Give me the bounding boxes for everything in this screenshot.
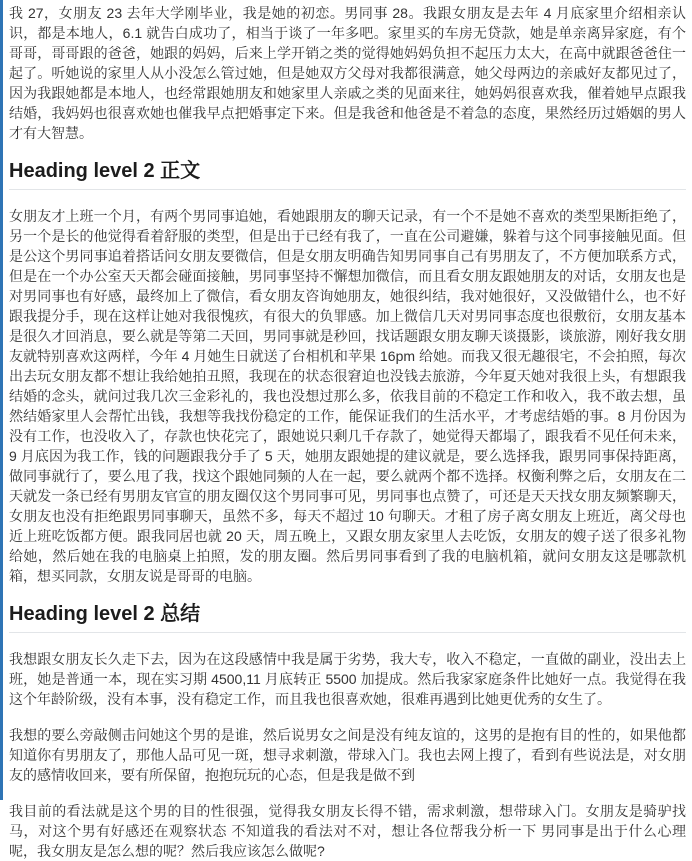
section-heading-summary: Heading level 2 总结 <box>9 602 686 633</box>
body-paragraph: 女朋友才上班一个月，有两个男同事追她，看她跟朋友的聊天记录，有一个不是她不喜欢的类型果断拒绝了，另一个是长的他觉得看着舒服的类型，但是出于已经有我了，一直在公司避嫌，躲着与这个同事接触见面。但是公这个男同事追着搭话问女朋友要微信，但是女朋友明确告知男同事自己有男朋友了，不方便加联系方式，但是在一个办公室天天都会碰面接触，男同事坚持不懈想加微信，而且看女朋友跟她朋友的对话，女朋友也是对男同事也有好感，最终加上了微信，看女朋友咨询她朋友，她很纠结，我对她很好，又没做错什么，也不好跟我提分手，现在这样让她对我很愧疚，有很大的负罪感。加上微信几天对男同事态度也很敷衍，女朋友基本是很久才回消息，要么就是等第二天回，男同事就是秒回，找话题跟女朋友聊天谈摄影，谈旅游，刚好我女朋友就特别喜欢这两样，今年 4 月她生日就送了台相机和苹果 16pm 给她。而我又很无趣很宅，不会拍照，每次出去玩女朋友都不想让我给她拍丑照，我现在的状态很窘迫也没钱去旅游，今年夏天她对我很上头，有想跟我结婚的念头，就问过我几次三金彩礼的，我也没想过那么多，依我目前的不稳定工作和收入，我不敢去想，虽然结婚家里人会帮忙出钱，我想等我找份稳定的工作，能保证我们的生活水平，才考虑结婚的事。8 月份因为没有工作，也没收入了，存款也快花完了，跟她说只剩几千存款了，她觉得天都塌了，跟我看不见任何未来，9 月底因为我工作，钱的问题跟我分手了 5 天，她朋友跟她提的建议就是，要么选择我，跟男同事保持距离，做同事就行了，要么甩了我，找这个跟她同频的人在一起，要么就两个都不选择。权衡利弊之后，女朋友在二天就发一条已经有男朋友官宣的朋友圈仅这个男同事可见，男同事也点赞了，可还是天天找女朋友频繁聊天，女朋友也没有拒绝跟男同事聊天，虽然不多，每天不超过 10 句聊天。才租了房子离女朋友上班近，离父母也近上班吃饭都方便。跟我同居也就 20 天，周五晚上，又跟女朋友家里人去吃饭，女朋友的嫂子送了很多礼物给她，然后她在我的电脑桌上拍照，发的朋友圈。然后男同事看到了我的电脑机箱，就问女朋友这是哪款机箱，想买同款，女朋友说是哥哥的电脑。 <box>9 208 686 584</box>
summary-paragraph-1: 我想跟女朋友长久走下去，因为在这段感情中我是属于劣势，我大专，收入不稳定，一直做的副业，没出去上班，她是普通一本，现在实习期 4500,11 月底转正 5500 加提成。然后我家家庭条件比她好一点。我觉得在我这个年龄阶级，没有本事，没有稳定工作，而且我也很喜欢她，很难再遇到比她更优秀的女生了。 <box>9 651 686 707</box>
intro-paragraph: 我 27，女朋友 23 去年大学刚毕业，我是她的初恋。男同事 28。我跟女朋友是去年 4 月底家里介绍相亲认识，都是本地人，6.1 就告白成功了，相当于谈了一年多吧。家里买的车房无贷款，她是单亲离异家庭，有个哥哥，哥哥跟的爸爸，她跟的妈妈，后来上学开销之类的觉得她妈妈负担不起压力太大，在高中就跟爸爸住一起了。听她说的家里人从小没怎么管过她，但是她双方父母对我都很满意，她父母两边的亲戚好友都见过了，因为我跟她都是本地人，也经常跟她朋友和她家里人亲戚之类的见面来往，她妈妈很喜欢我，催着她早点跟我结婚，我妈妈也很喜欢她也催我早点把婚事定下来。但是我爸和他爸是不着急的态度，果然经历过婚姻的男人才有大智慧。 <box>9 5 686 141</box>
summary-paragraph-3: 我目前的看法就是这个男的目的性很强，觉得我女朋友长得不错，需求刺激，想带球入门。女朋友是骑驴找马，对这个男有好感还在观察状态 不知道我的看法对不对，想让各位帮我分析一下 男同事是出于什么心理呢，我女朋友是怎么想的呢？然后我应该怎么做呢? <box>9 803 686 859</box>
section-heading-body: Heading level 2 正文 <box>9 159 686 190</box>
summary-paragraph-2: 我想的要么旁敲侧击问她这个男的是谁，然后说男女之间是没有纯友谊的，这男的是抱有目的性的，如果他都知道你有男朋友了，那他人品可见一斑，想寻求刺激，带球入门。我也去网上搜了，看到有些说法是，对女朋友的感情收回来，要有所保留，抱抱玩玩的心态，但是我是做不到 <box>9 727 686 783</box>
